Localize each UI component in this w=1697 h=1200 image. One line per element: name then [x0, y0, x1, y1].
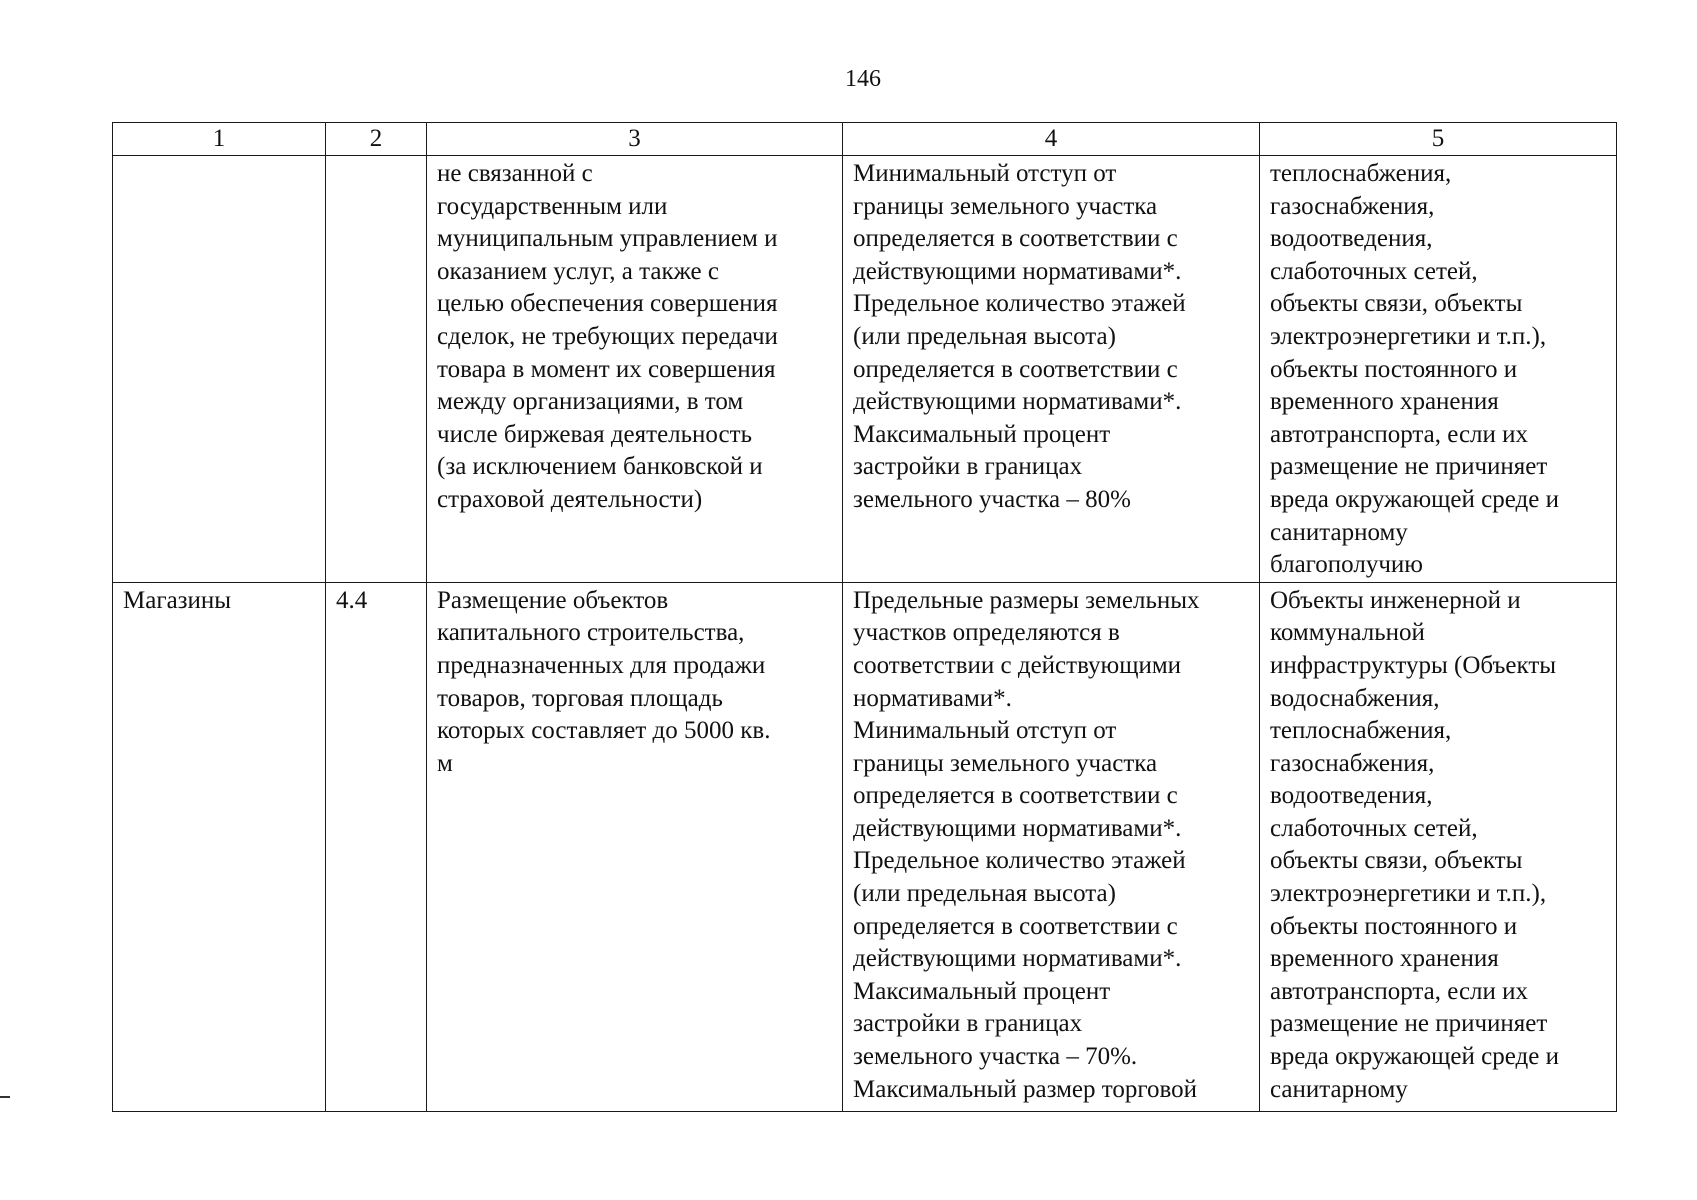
column-header-3: 3: [427, 123, 843, 156]
use-description-cell: [427, 582, 843, 1111]
parameters-text: Предельные размеры земельных участков определяются в соответствии с действующими нормативами*. Минимальный отступ от границы земельного участка определяется в соответствии с действующими нормативами*. Предельное количество этажей (или предельная высота) определяется в соответствии с действующими нормативами*. Максимальный процент застройки в границах земельного участка – 70%. Максимальный размер торговой: [853, 586, 1200, 1103]
use-code-cell: [326, 156, 427, 583]
use-code-cell: [326, 582, 427, 1111]
column-header-4: 4: [843, 123, 1260, 156]
zoning-table: [112, 122, 1617, 1112]
auxiliary-uses-text: Объекты инженерной и коммунальной инфраструктуры (Объекты водоснабжения, теплоснабжения, газоснабжения, водоотведения, слаботочных сетей, объекты связи, объекты электроэнергетики и т.п.), объекты постоянного и временного хранения автотранспорта, если их размещение не причиняет вреда окружающей среде и санитарному: [1270, 586, 1559, 1103]
parameters-cell: [843, 582, 1260, 1111]
column-header-1: 1: [113, 123, 326, 156]
auxiliary-uses-text: теплоснабжения, газоснабжения, водоотведения, слаботочных сетей, объекты связи, объекты электроэнергетики и т.п.), объекты постоянного и временного хранения автотранспорта, если их размещение не причиняет вреда окружающей среде и санитарному благополучию: [1270, 160, 1559, 579]
use-description-text: не связанной с государственным или муниципальным управлением и оказанием услуг, а также с целью обеспечения совершения сделок, не требующих передачи товара в момент их совершения между организациями, в том числе биржевая деятельность (за исключением банковской и страховой деятельности): [437, 160, 778, 513]
table-header-row: [113, 123, 1617, 156]
auxiliary-uses-cell: [1260, 156, 1617, 583]
parameters-text: Минимальный отступ от границы земельного участка определяется в соответствии с действующими нормативами*. Предельное количество этажей (или предельная высота) определяется в соответствии с действующими нормативами*. Максимальный процент застройки в границах земельного участка – 80%: [853, 160, 1186, 513]
use-type-cell: [113, 582, 326, 1111]
use-code-text: 4.4: [336, 586, 368, 614]
column-header-5: 5: [1260, 123, 1617, 156]
margin-mark: [0, 1096, 10, 1098]
auxiliary-uses-cell: [1260, 582, 1617, 1111]
use-description-cell: [427, 156, 843, 583]
page-number: 146: [845, 66, 881, 92]
use-type-text: Магазины: [123, 586, 232, 614]
use-description-text: Размещение объектов капитального строительства, предназначенных для продажи товаров, торговая площадь которых составляет до 5000 кв. м: [437, 586, 771, 777]
use-type-cell: [113, 156, 326, 583]
parameters-cell: [843, 156, 1260, 583]
column-header-2: 2: [326, 123, 427, 156]
table-row: [113, 156, 1617, 583]
table-row: [113, 582, 1617, 1111]
